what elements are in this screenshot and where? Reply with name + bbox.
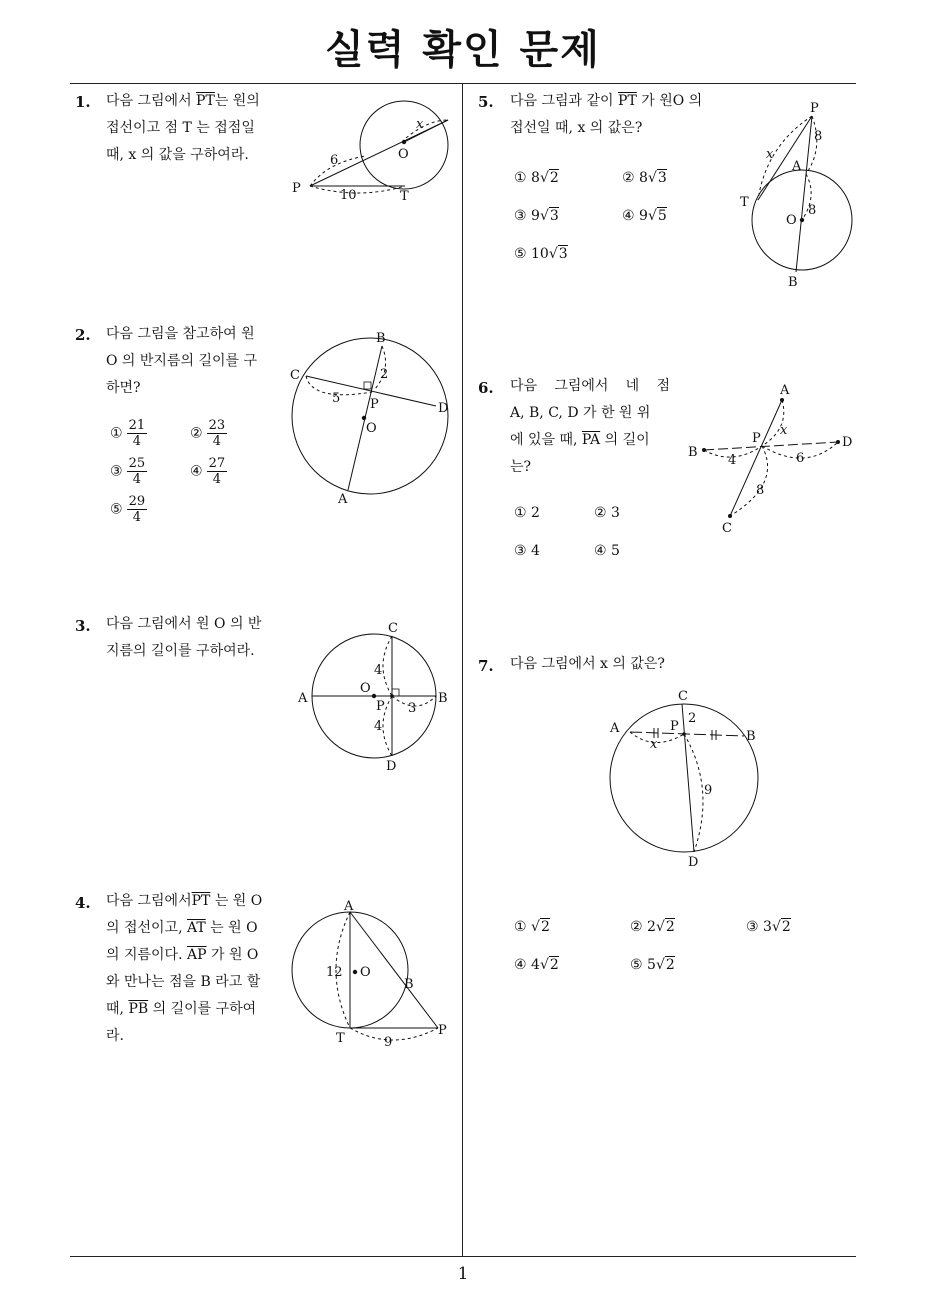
label-p: P: [752, 431, 761, 446]
label-2: 2: [688, 711, 697, 726]
problem-3-figure: [296, 620, 466, 774]
label-d: D: [438, 401, 449, 416]
segment-at: $\overline{AT}$: [186, 920, 206, 936]
label-p: P: [370, 397, 379, 412]
label-6: 6: [330, 153, 339, 168]
label-10: 10: [340, 188, 357, 203]
problem-number: 7.: [478, 657, 494, 675]
choice-5[interactable]: ⑤ $\frac{29}{4}$: [110, 494, 146, 525]
choice-2[interactable]: ② 3: [594, 505, 620, 521]
label-x: x: [650, 737, 658, 752]
label-2: 2: [380, 367, 389, 382]
problem-number: 1.: [75, 93, 91, 111]
choice-4[interactable]: ④ 4√2: [514, 957, 559, 973]
label-a: A: [780, 383, 790, 398]
segment-pt: $\overline{PT}$: [618, 93, 637, 109]
label-12: 12: [326, 965, 343, 980]
label-b: B: [688, 445, 698, 460]
label-x: x: [780, 423, 788, 438]
problem-number: 4.: [75, 894, 91, 912]
choice-4[interactable]: ④ $\frac{27}{4}$: [190, 456, 226, 487]
label-8-lower: 8: [808, 203, 817, 218]
segment-pt: $\overline{PT}$: [191, 893, 211, 909]
label-a: A: [610, 721, 620, 736]
label-o: O: [360, 965, 371, 980]
choice-3[interactable]: ③ 3√2: [746, 919, 791, 935]
problem-2-figure: [286, 330, 466, 510]
problem-text: 다음 그림에서 네 점 A, B, C, D 가 한 원 위 에 있을 때, $\overline{PA}$ 의 길이 는?: [510, 378, 670, 475]
problem-number: 6.: [478, 379, 494, 397]
choice-4[interactable]: ④ 5: [594, 543, 620, 559]
label-9: 9: [384, 1035, 393, 1050]
label-b: B: [404, 977, 414, 992]
label-o: O: [398, 147, 409, 162]
label-3: 3: [408, 701, 417, 716]
problem-text: 다음 그림에서 x 의 값은?: [510, 656, 665, 672]
label-b: B: [788, 275, 798, 290]
problem-text: 다음 그림에서$\overline{PT}$ 는 원 O 의 접선이고, $\overline{AT}$ 는 원 O 의 지름이다. $\overline{AP}$ 가 원 O 와 만나는 점을 B 라고 할 때, $\overline{PB}$ 의 길이를 구하여 라.: [106, 893, 263, 1044]
label-5: 5: [332, 391, 341, 406]
segment-pa: $\overline{PA}$: [581, 432, 601, 448]
label-4: 4: [728, 453, 737, 468]
label-a: A: [792, 159, 802, 174]
label-t: T: [400, 189, 409, 204]
label-p: P: [438, 1023, 447, 1038]
label-8-upper: 8: [814, 129, 823, 144]
label-a: A: [338, 492, 348, 507]
page-number: 1: [457, 1264, 469, 1284]
label-a: A: [298, 691, 308, 706]
choice-2[interactable]: ② 8√3: [622, 170, 667, 186]
segment-pb: $\overline{PB}$: [128, 1001, 149, 1017]
label-4-lower: 4: [374, 719, 383, 734]
problem-number: 3.: [75, 617, 91, 635]
problem-text: 다음 그림에서 원 O 의 반 지름의 길이를 구하여라.: [106, 616, 262, 659]
problem-6-figure: [686, 380, 856, 540]
problem-text: 다음 그림을 참고하여 원 O 의 반지름의 길이를 구 하면?: [106, 326, 257, 396]
label-c: C: [678, 689, 688, 704]
choice-5[interactable]: ⑤ 10√3: [514, 246, 568, 262]
page-title: 실력 확인 문제: [325, 27, 601, 73]
bottom-rule: [70, 1256, 856, 1257]
label-t: T: [336, 1031, 345, 1046]
label-x: x: [416, 117, 424, 132]
choice-5[interactable]: ⑤ 5√2: [630, 957, 675, 973]
problem-7-figure: [606, 688, 776, 878]
problem-1-figure: [288, 92, 468, 212]
choice-2[interactable]: ② $\frac{23}{4}$: [190, 418, 226, 449]
problem-number: 2.: [75, 326, 91, 344]
problem-5-figure: [738, 96, 878, 296]
label-d: D: [386, 759, 397, 774]
choice-1[interactable]: ① √2: [514, 919, 550, 935]
label-o: O: [786, 213, 797, 228]
choice-3[interactable]: ③ 9√3: [514, 208, 559, 224]
choice-3[interactable]: ③ $\frac{25}{4}$: [110, 456, 146, 487]
label-x: x: [766, 147, 774, 162]
label-o: O: [366, 421, 377, 436]
problem-text: 다음 그림과 같이 $\overline{PT}$ 가 원O 의 접선일 때, x 의 값은?: [510, 93, 703, 136]
choice-1[interactable]: ① 2: [514, 505, 540, 521]
label-p: P: [376, 699, 385, 714]
label-o: O: [360, 681, 371, 696]
choice-4[interactable]: ④ 9√5: [622, 208, 667, 224]
problem-text: 다음 그림에서 $\overline{PT}$는 원의 접선이고 점 T 는 접점일 때, x 의 값을 구하여라.: [106, 93, 260, 163]
problem-4-figure: [292, 898, 462, 1058]
choice-2[interactable]: ② 2√2: [630, 919, 675, 935]
label-a: A: [344, 899, 354, 914]
label-p: P: [810, 101, 819, 116]
label-c: C: [388, 621, 398, 636]
label-c: C: [722, 521, 732, 536]
label-b: B: [746, 729, 756, 744]
label-8: 8: [756, 483, 765, 498]
label-c: C: [290, 368, 300, 383]
label-6: 6: [796, 451, 805, 466]
choice-1[interactable]: ① 8√2: [514, 170, 559, 186]
segment-pt: $\overline{PT}$: [196, 93, 215, 109]
label-t: T: [740, 195, 749, 210]
segment-ap: $\overline{AP}$: [186, 947, 207, 963]
choice-1[interactable]: ① $\frac{21}{4}$: [110, 418, 146, 449]
label-b: B: [438, 691, 448, 706]
label-d: D: [688, 855, 699, 870]
choice-3[interactable]: ③ 4: [514, 543, 540, 559]
problem-number: 5.: [478, 93, 494, 111]
label-p: P: [670, 719, 679, 734]
label-b: B: [376, 331, 386, 346]
top-rule: [70, 83, 856, 84]
label-p: P: [292, 181, 301, 196]
label-d: D: [842, 435, 853, 450]
label-4-upper: 4: [374, 663, 383, 678]
label-9: 9: [704, 783, 713, 798]
